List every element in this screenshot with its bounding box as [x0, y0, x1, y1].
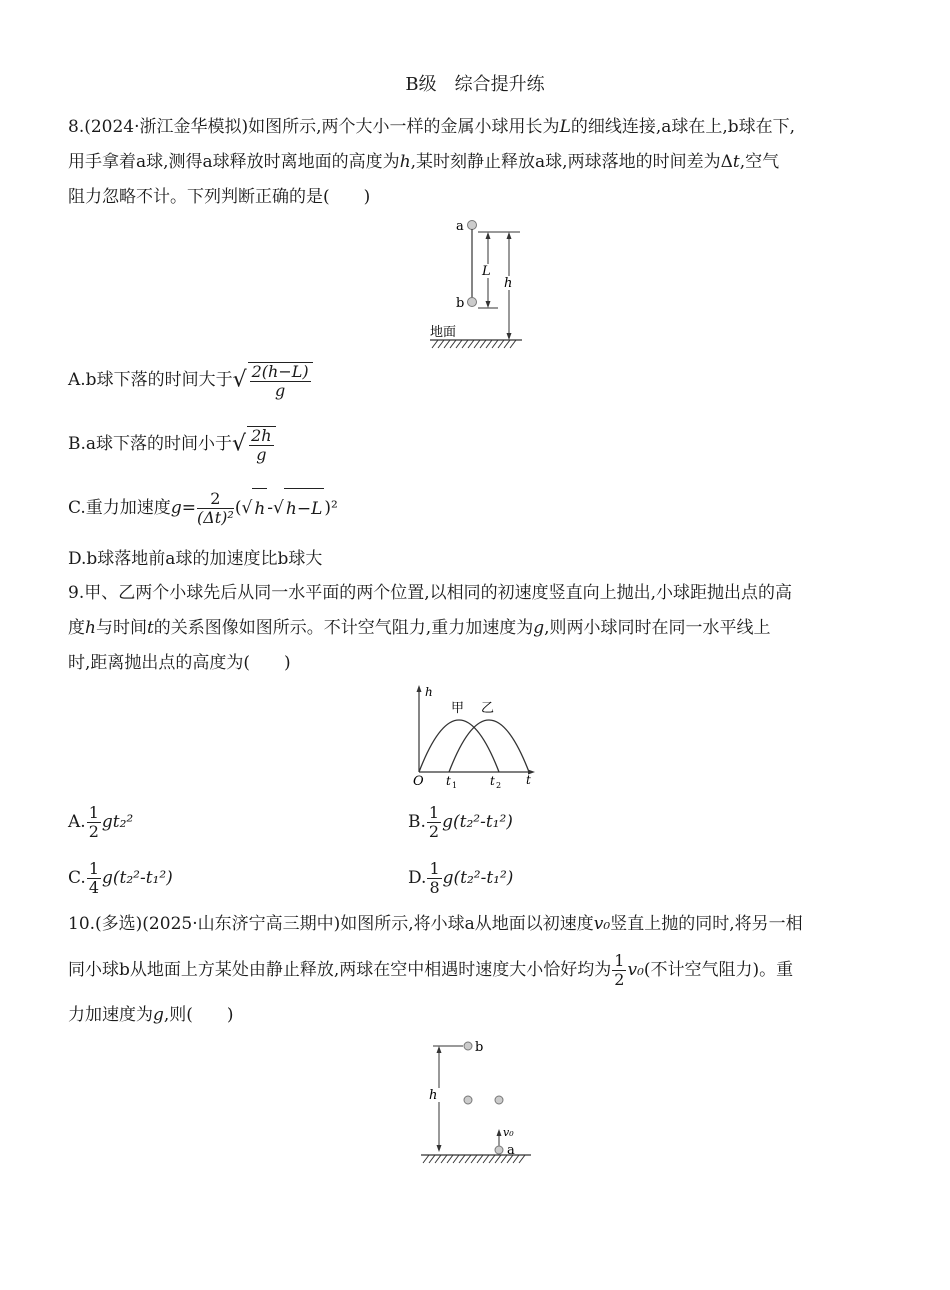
- ball-meet-1: [464, 1096, 472, 1104]
- q9-option-b: B. $\frac{1}{2}$ g(t₂²-t₁²): [408, 803, 513, 841]
- q9-line1: 9.甲、乙两个小球先后从同一水平面的两个位置,以相同的初速度竖直向上抛出,小球距抛出点的高: [68, 583, 793, 603]
- q10-fig-label-v0: v₀: [503, 1126, 514, 1139]
- q10-figure: [415, 1036, 540, 1171]
- q9-curve2: 乙: [481, 701, 495, 716]
- q8-figure: [420, 212, 530, 352]
- q9-t1: t: [446, 774, 451, 788]
- curve-jia: [419, 720, 499, 772]
- q8-line1: 8.(2024·浙江金华模拟)如图所示,两个大小一样的金属小球用长为L的细线连接,a球在上,b球在下,: [68, 117, 796, 137]
- q8-option-a: A.b球下落的时间大于√ $\frac{2(h-L)}{g}$: [68, 360, 314, 401]
- q10-line2: 同小球b从地面上方某处由静止释放,两球在空中相遇时速度大小恰好均为 $\frac{1}{2}$ v₀(不计空气阻力)。重: [68, 951, 794, 989]
- q9-line3: 时,距离抛出点的高度为( ): [68, 653, 291, 673]
- q8-fig-label-b: b: [456, 296, 465, 311]
- q8-line2: 用手拿着a球,测得a球释放时离地面的高度为h,某时刻静止释放a球,两球落地的时间差为Δt,空气: [68, 152, 780, 172]
- svg-text:1: 1: [452, 781, 458, 790]
- q9-option-a: A. $\frac{1}{2}$ gt₂²: [68, 803, 134, 841]
- q8-fig-label-a: a: [456, 219, 464, 234]
- q10-line1: 10.(多选)(2025·山东济宁高三期中)如图所示,将小球a从地面以初速度v₀竖直上抛的同时,将另一相: [68, 914, 803, 934]
- q8-option-c: C.重力加速度g= $\frac{2}{\text{(Δt)²}}$ (√ h -√ h−L )²: [68, 489, 338, 527]
- q9-axis-t: t: [526, 773, 531, 787]
- q10-fig-label-b: b: [475, 1040, 484, 1055]
- section-heading: B级 综合提升练: [405, 74, 545, 95]
- ball-b-top: [464, 1042, 472, 1050]
- q8-fig-ground: 地面: [430, 325, 457, 340]
- q9-curve1: 甲: [451, 701, 465, 716]
- svg-text:2: 2: [496, 781, 502, 790]
- q8-line3: 阻力忽略不计。下列判断正确的是( ): [68, 187, 371, 207]
- ball-a: [468, 221, 477, 230]
- q10-fig-label-a: a: [507, 1143, 515, 1158]
- q9-option-c: C. $\frac{1}{4}$ g(t₂²-t₁²): [68, 859, 173, 897]
- q10-line3: 力加速度为g,则( ): [68, 1005, 234, 1025]
- ball-meet-2: [495, 1096, 503, 1104]
- q8-fig-label-h: h: [504, 276, 513, 291]
- q8-option-d: D.b球落地前a球的加速度比b球大: [68, 549, 323, 569]
- q10-fig-label-h: h: [429, 1088, 438, 1103]
- q9-figure: [405, 682, 545, 792]
- q8-fig-label-L: L: [482, 264, 491, 279]
- curve-yi: [449, 720, 529, 772]
- q9-axis-h: h: [425, 685, 433, 699]
- ball-a-ground: [495, 1146, 503, 1154]
- q9-origin: O: [413, 774, 424, 789]
- q9-line2: 度h与时间t的关系图像如图所示。不计空气阻力,重力加速度为g,则两小球同时在同一水平线上: [68, 618, 771, 638]
- q8-option-b: B.a球下落的时间小于√ $\frac{2h}{g}$: [68, 424, 277, 465]
- q9-t2: t: [490, 774, 495, 788]
- ball-b: [468, 298, 477, 307]
- q9-option-d: D. $\frac{1}{8}$ g(t₂²-t₁²): [408, 859, 514, 897]
